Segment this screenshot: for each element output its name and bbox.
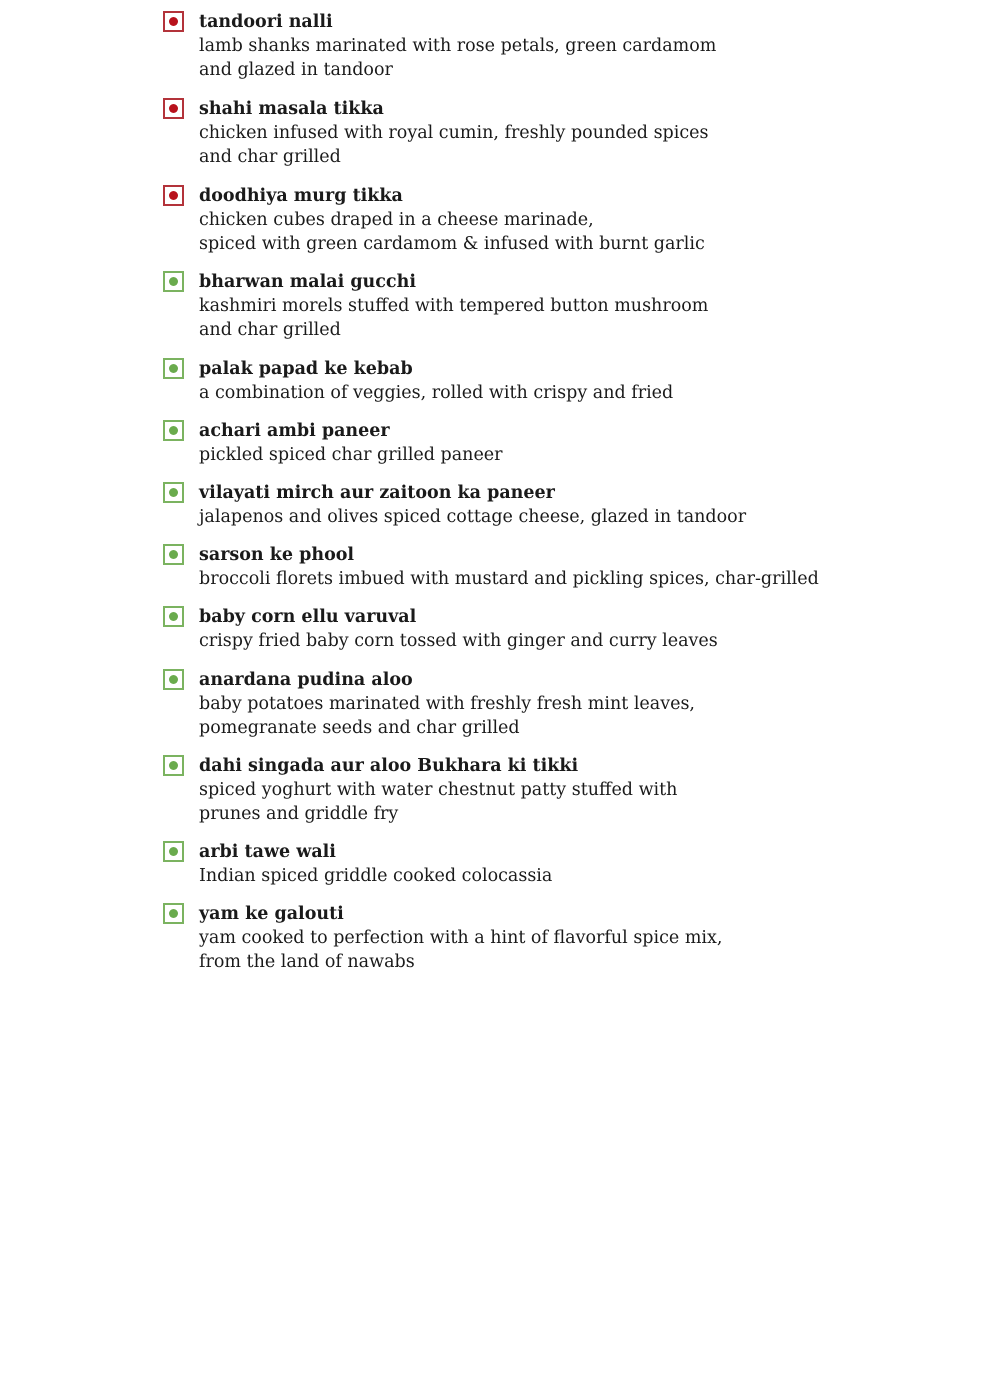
non-veg-icon (163, 98, 184, 119)
veg-icon (163, 606, 184, 627)
menu-item-name: vilayati mirch aur zaitoon ka paneer (199, 483, 555, 503)
menu-item-name: tandoori nalli (199, 12, 333, 32)
menu-item-name: baby corn ellu varuval (199, 607, 417, 627)
menu-item-description: and char grilled (199, 320, 341, 340)
menu-item-description: spiced with green cardamom & infused with burnt garlic (199, 234, 705, 254)
menu-item-name: doodhiya murg tikka (199, 186, 403, 206)
menu-item-description: from the land of nawabs (199, 952, 415, 972)
veg-icon (163, 420, 184, 441)
veg-icon (163, 669, 184, 690)
veg-icon (163, 544, 184, 565)
menu-item-description: pickled spiced char grilled paneer (199, 445, 503, 465)
menu-item-description: lamb shanks marinated with rose petals, green cardamom (199, 36, 717, 56)
menu-item-description: prunes and griddle fry (199, 804, 399, 824)
veg-icon (163, 903, 184, 924)
menu-item-name: palak papad ke kebab (199, 359, 413, 379)
veg-icon (163, 358, 184, 379)
menu-item-description: kashmiri morels stuffed with tempered button mushroom (199, 296, 709, 316)
non-veg-icon (163, 185, 184, 206)
menu-item-description: baby potatoes marinated with freshly fresh mint leaves, (199, 694, 695, 714)
menu-item-description: chicken cubes draped in a cheese marinade, (199, 210, 594, 230)
veg-icon (163, 271, 184, 292)
menu-item-description: broccoli florets imbued with mustard and pickling spices, char-grilled (199, 569, 819, 589)
menu-item-name: anardana pudina aloo (199, 670, 413, 690)
menu-item-description: chicken infused with royal cumin, freshly pounded spices (199, 123, 709, 143)
menu-item-description: yam cooked to perfection with a hint of flavorful spice mix, (199, 928, 723, 948)
veg-icon (163, 841, 184, 862)
menu-item-description: and glazed in tandoor (199, 60, 393, 80)
menu-item-description: Indian spiced griddle cooked colocassia (199, 866, 553, 886)
menu-item-name: dahi singada aur aloo Bukhara ki tikki (199, 756, 579, 776)
menu-item-name: arbi tawe wali (199, 842, 336, 862)
menu-item-description: spiced yoghurt with water chestnut patty stuffed with (199, 780, 678, 800)
menu-item-name: yam ke galouti (199, 904, 344, 924)
veg-icon (163, 755, 184, 776)
menu-item-name: sarson ke phool (199, 545, 355, 565)
menu-item-name: achari ambi paneer (199, 421, 390, 441)
menu-item-name: bharwan malai gucchi (199, 272, 416, 292)
menu-item-description: a combination of veggies, rolled with crispy and fried (199, 383, 674, 403)
veg-icon (163, 482, 184, 503)
menu-item-description: crispy fried baby corn tossed with ginger and curry leaves (199, 631, 718, 651)
menu-item-description: pomegranate seeds and char grilled (199, 718, 520, 738)
non-veg-icon (163, 11, 184, 32)
menu-item-name: shahi masala tikka (199, 99, 384, 119)
menu-item-description: jalapenos and olives spiced cottage cheese, glazed in tandoor (199, 507, 747, 527)
menu-item-description: and char grilled (199, 147, 341, 167)
